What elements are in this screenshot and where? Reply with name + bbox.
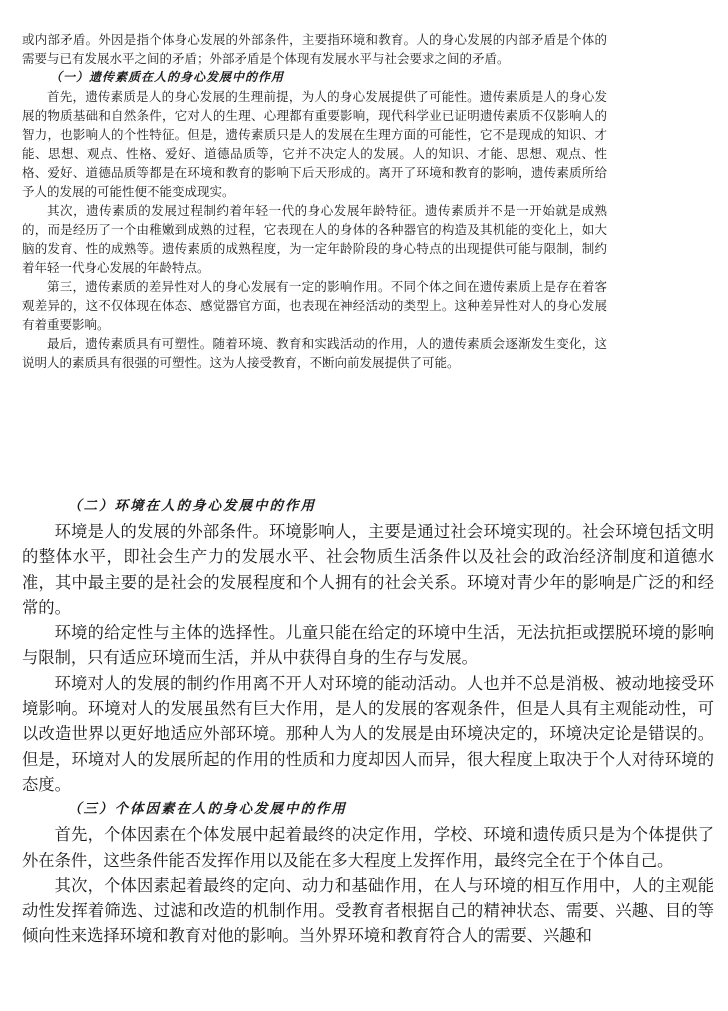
section-heading-environment: （二）环境在人的身心发展中的作用 xyxy=(68,498,316,514)
heredity-paragraph-3: 第三，遗传素质的差异性对人的身心发展有一定的影响作用。不同个体之间在遗传素质上是存在着客观差异的，这不仅体现在体态、感觉器官方面，也表现在神经活动的类型上。这种差异性对人的身心发展有着重要影响。 xyxy=(22,279,607,332)
section-heading-individual: （三）个体因素在人的身心发展中的作用 xyxy=(68,801,347,818)
heredity-paragraph-4: 最后，遗传素质具有可塑性。随着环境、教育和实践活动的作用，人的遗传素质会逐渐发生变化，这说明人的素质具有很强的可塑性。这为人接受教育，不断向前发展提供了可能。 xyxy=(22,336,607,370)
heredity-paragraph-2: 其次，遗传素质的发展过程制约着年轻一代的身心发展年龄特征。遗传素质并不是一开始就是成熟的，而是经历了一个由稚嫩到成熟的过程，它表现在人的身体的各种器官的构造及其机能的变化上，如大脑的发育、性的成熟等。遗传素质的成熟程度，为一定年龄阶段的身心特点的出现提供可能与限制，制约着年轻一代身心发展的年龄特点。 xyxy=(22,203,607,275)
lower-text-block xyxy=(22,494,714,949)
intro-paragraph: 或内部矛盾。外因是指个体身心发展的外部条件，主要指环境和教育。人的身心发展的内部矛盾是个体的需要与已有发展水平之间的矛盾；外部矛盾是个体现有发展水平与社会要求之间的矛盾。 xyxy=(22,32,607,66)
heredity-paragraph-1: 首先，遗传素质是人的身心发展的生理前提，为人的身心发展提供了可能性。遗传素质是人的身心发展的物质基础和自然条件，它对人的生理、心理都有重要影响，现代科学业已证明遗传素质不仅影响人的智力，也影响人的个性特征。但是，遗传素质只是人的发展在生理方面的可能性，它不是现成的知识、才能、思想、观点、性格、爱好、道德品质等，它并不决定人的发展。人的知识、才能、思想、观点、性格、爱好、道德品质等都是在环境和教育的影响下后天形成的。离开了环境和教育的影响，遗传素质所给予人的发展的可能性便不能变成现实。 xyxy=(22,89,607,199)
environment-paragraph-1: 环境是人的发展的外部条件。环境影响人，主要是通过社会环境实现的。社会环境包括文明的整体水平，即社会生产力的发展水平、社会物质生活条件以及社会的政治经济制度和道德水准，其中最主要的是社会的发展程度和个人拥有的社会关系。环境对青少年的影响是广泛的和经常的。 xyxy=(22,522,714,617)
upper-text-block xyxy=(22,30,607,372)
environment-paragraph-3: 环境对人的发展的制约作用离不开人对环境的能动活动。人也并不总是消极、被动地接受环境影响。环境对人的发展虽然有巨大作用，是人的发展的客观条件，但是人具有主观能动性，可以改造世界以更好地适应外部环境。那种人为人的发展是由环境决定的，环境决定论是错误的。但是，环境对人的发展所起的作用的性质和力度却因人而异，很大程度上取决于个人对待环境的态度。 xyxy=(22,673,714,794)
individual-paragraph-1: 首先，个体因素在个体发展中起着最终的决定作用，学校、环境和遗传质只是为个体提供了外在条件，这些条件能否发挥作用以及能在多大程度上发挥作用，最终完全在于个体自己。 xyxy=(22,825,714,870)
section-heading-heredity: （一）遗传素质在人的身心发展中的作用 xyxy=(50,70,285,84)
environment-paragraph-2: 环境的给定性与主体的选择性。儿童只能在给定的环境中生活，无法抗拒或摆脱环境的影响与限制，只有适应环境而生活，并从中获得自身的生存与发展。 xyxy=(22,623,714,668)
individual-paragraph-2: 其次，个体因素起着最终的定向、动力和基础作用，在人与环境的相互作用中，人的主观能动性发挥着筛选、过滤和改造的机制作用。受教育者根据自己的精神状态、需要、兴趣、目的等倾向性来选择环境和教育对他的影响。当外界环境和教育符合人的需要、兴趣和 xyxy=(22,875,714,946)
